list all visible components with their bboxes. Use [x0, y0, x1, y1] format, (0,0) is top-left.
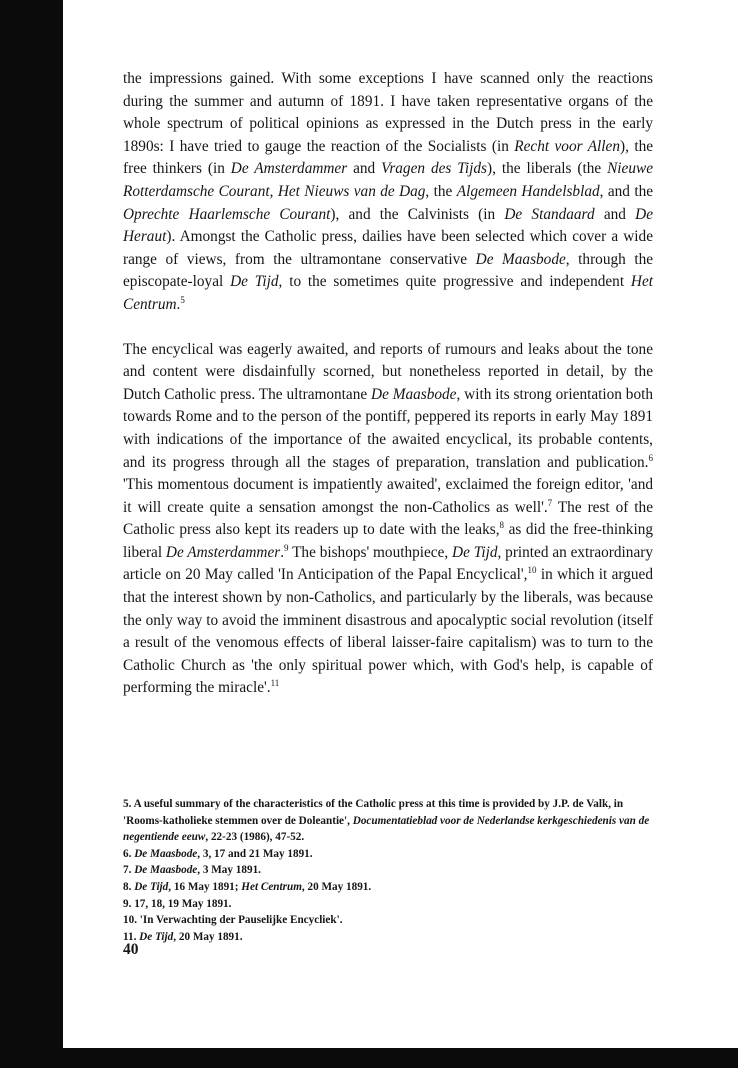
text-run: , 22-23 (1986), 47-52.: [205, 831, 305, 844]
italic-title: De Tijd: [230, 273, 279, 291]
footnote-10: [123, 912, 653, 929]
text-run: .: [176, 295, 181, 313]
text-run: The bishops' mouthpiece,: [288, 543, 453, 561]
italic-title: Het Nieuws van de Dag: [277, 182, 426, 200]
text-run: ), the liberals (the: [487, 160, 608, 178]
italic-title: De Tijd: [139, 930, 174, 943]
text-run: , 20 May 1891.: [301, 880, 372, 893]
footnote-ref: 6: [648, 452, 653, 463]
footnotes: [123, 796, 653, 945]
italic-title: Oprechte Haarlemsche Courant: [123, 205, 331, 223]
text-run: ), and the Calvinists (in: [330, 205, 505, 223]
text-run: , 3, 17 and 21 May 1891.: [197, 847, 313, 860]
text-run: 5. A useful summary of the characteristics of the Catholic press at this time is provided by J.P. de Valk, in 'Rooms-katholieke stemmen over de Doleantie',: [123, 798, 624, 827]
text-run: 7.: [123, 864, 135, 877]
footnote-8: [123, 879, 653, 896]
italic-title: De Maasbode: [475, 250, 566, 268]
text-run: ), the free thinkers (in: [123, 137, 654, 178]
italic-title: De Maasbode: [134, 864, 198, 877]
italic-title: De Standaard: [504, 205, 595, 223]
text-run: , the: [425, 182, 457, 200]
text-run: The rest of the Catholic press also kept its readers up to date with the leaks,: [123, 498, 653, 539]
text-run: , and the: [599, 182, 654, 200]
page-number: 40: [123, 941, 139, 958]
footnote-ref: 11: [270, 678, 280, 689]
italic-title: De Tijd: [134, 880, 169, 893]
italic-title: De Tijd: [452, 543, 498, 561]
text-run: ). Amongst the Catholic press, dailies have been selected which cover a wide range of views, from the ultramontane conservative: [123, 228, 653, 268]
text-run: 9. 17, 18, 19 May 1891.: [123, 897, 232, 910]
text-run: 10. 'In Verwachting der Pauselijke Encycliek'.: [123, 914, 343, 927]
italic-title: De Amsterdammer: [165, 543, 281, 561]
text-run: , printed an extraordinary article on 20 May called 'In Anticipation of the Papal Encyclical',: [123, 543, 653, 584]
footnote-11: [123, 929, 653, 946]
footnote-7: [123, 862, 653, 879]
text-run: as did the free-thinking liberal: [123, 521, 653, 561]
footnote-ref: 9: [284, 542, 289, 553]
text-run: , through the episcopate-loyal: [123, 250, 654, 291]
text-run: , 20 May 1891.: [173, 930, 243, 943]
footnote-ref: 8: [499, 520, 505, 531]
text-run: .: [280, 543, 285, 561]
footnote-ref: 7: [547, 497, 553, 508]
text-run: , to the sometimes quite progressive and independent: [278, 273, 631, 291]
italic-title: De Amsterdammer: [230, 160, 348, 178]
footnote-9: [123, 896, 653, 913]
footnote-6: [123, 846, 653, 863]
text-run: , 16 May 1891;: [168, 880, 242, 893]
italic-title: Vragen des Tijds: [381, 160, 488, 178]
text-run: 'This momentous document is impatiently awaited', exclaimed the foreign editor, 'and it will create quite a sensation amongst the non-Catholics as well'.: [123, 476, 653, 516]
scan-edge-bottom: [63, 1048, 738, 1068]
italic-title: De Maasbode: [371, 385, 457, 403]
footnote-ref: 5: [180, 294, 185, 305]
scan-edge-left: [0, 0, 63, 1068]
italic-title: De Maasbode: [134, 847, 198, 860]
text-run: 6.: [123, 847, 135, 860]
text-run: 8.: [123, 880, 135, 893]
text-run: ,: [269, 182, 278, 200]
text-run: , with its strong orientation both towards Rome and to the person of the pontiff, peppered its reports in early May 1891 with indications of the importance of the awaited encyclical, its probable contents, and its progress through all the stages of preparation, translation and publication.: [123, 385, 653, 471]
italic-title: Nieuwe Rotterdamsche Courant: [123, 160, 653, 200]
text-run: , 3 May 1891.: [197, 864, 261, 877]
italic-title: Documentatieblad voor de Nederlandse kerkgeschiedenis van de negentiende eeuw: [123, 814, 650, 844]
text-run: 11.: [123, 930, 140, 943]
italic-title: Het Centrum: [241, 880, 302, 893]
italic-title: De Heraut: [123, 205, 653, 246]
text-run: The encyclical was eagerly awaited, and reports of rumours and leaks about the tone and content were disdainfully scorned, but nonetheless reported in detail, by the Dutch Catholic press. The ultramontane: [123, 340, 653, 403]
paragraph-2: [123, 339, 653, 701]
text-run: in which it argued that the interest shown by non-Catholics, and particularly by the liberals, was because the only way to avoid the imminent disastrous and apocalyptic social revolution (itself a result of the venomous effects of liberal laisser-faire capitalism) was to turn to the Catholic Church as 'the only spiritual power which, with God's help, is capable of performing the miracle'.: [123, 566, 653, 697]
body-text: [123, 68, 653, 700]
italic-title: Recht voor Allen: [514, 137, 620, 155]
paragraph-1: [123, 68, 653, 317]
text-run: and: [594, 205, 636, 223]
footnote-5: [123, 796, 653, 846]
italic-title: Het Centrum: [123, 273, 653, 313]
text-run: and: [347, 160, 382, 178]
text-run: the impressions gained. With some exceptions I have scanned only the reactions during the summer and autumn of 1891. I have taken representative organs of the whole spectrum of political opinions as expressed in the Dutch press in the early 1890s: I have tried to gauge the reaction of the Socialists (in: [123, 70, 653, 155]
italic-title: Algemeen Handelsblad: [456, 182, 600, 200]
footnote-ref: 10: [527, 565, 537, 576]
